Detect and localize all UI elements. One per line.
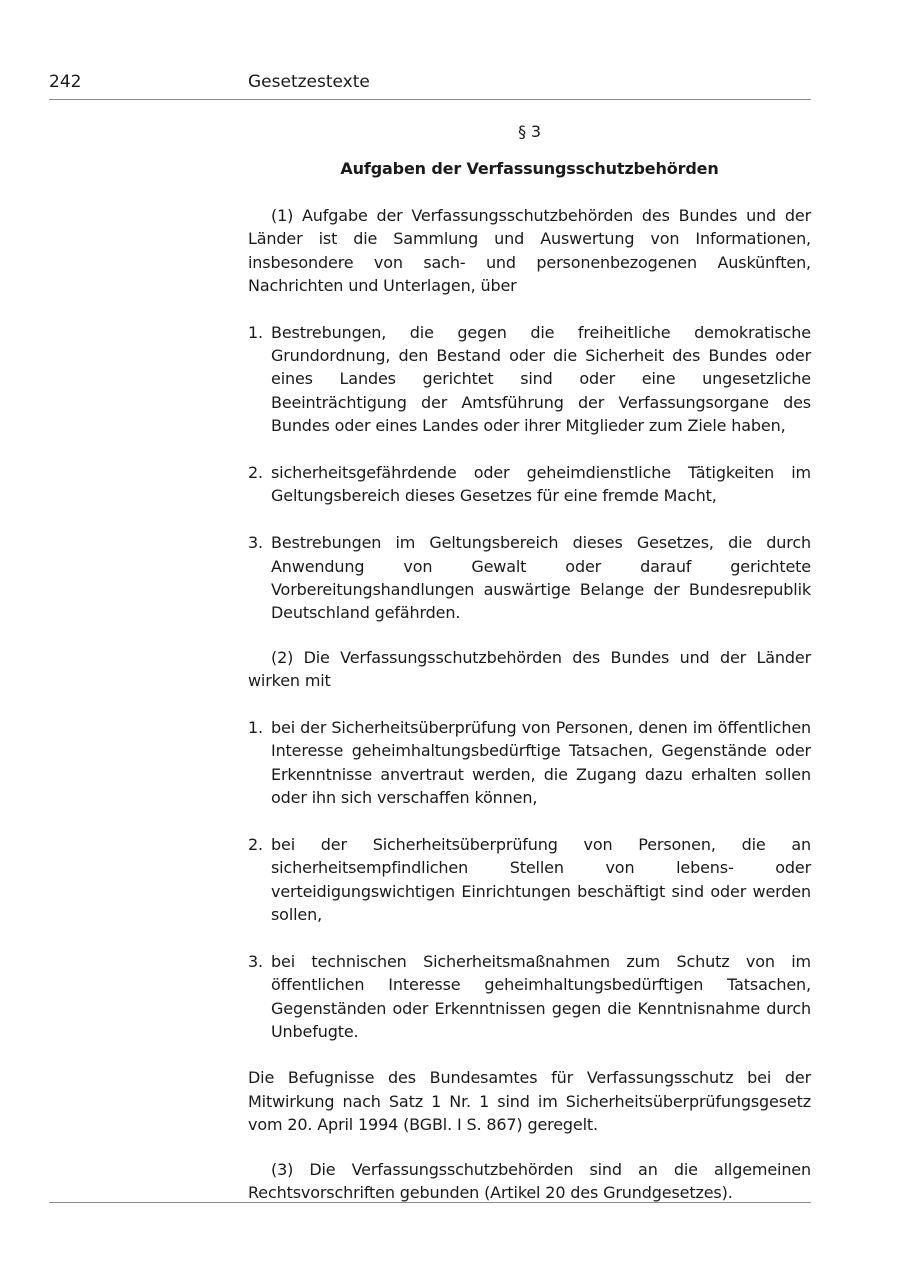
list-item-number: 2. — [248, 463, 263, 483]
list-item-text: bei der Sicherheitsüberprüfung von Personen, denen im öffentlichen Interesse geheimhaltungsbedürftige Tatsachen, Gegenstände oder Erkenntnisse anvertraut werden, die Zugang dazu erhalten sollen oder ihn sich verschaffen können, — [271, 717, 811, 807]
list-item — [248, 321, 811, 438]
list-item-number: 1. — [248, 717, 263, 737]
header-rule — [49, 99, 811, 100]
document-body — [248, 117, 811, 1204]
list-item-text: bei der Sicherheitsüberprüfung von Personen, die an sicherheitsempfindlichen Stellen von lebens- oder verteidigungswichtigen Einrichtungen beschäftigt sind oder werden sollen, — [271, 834, 811, 924]
list-item-number: 2. — [248, 834, 263, 854]
section-number: § 3 — [518, 122, 541, 141]
list-item-text: sicherheitsgefährdende oder geheimdienstliche Tätigkeiten im Geltungsbereich dieses Gesetzes für eine fremde Macht, — [271, 463, 811, 506]
running-head: Gesetzestexte — [248, 72, 370, 92]
list-item-text: Bestrebungen im Geltungsbereich dieses Gesetzes, die durch Anwendung von Gewalt oder darauf gerichtete Vorbereitungshandlungen auswärtige Belange der Bundesrepublik Deutschland gefährden. — [271, 533, 811, 623]
list-item-text: bei technischen Sicherheitsmaßnahmen zum Schutz von im öffentlichen Interesse geheimhaltungsbedürftigen Tatsachen, Gegenständen oder Erkenntnissen gegen die Kenntnisnahme durch Unbefugte. — [271, 951, 811, 1041]
list-item-number: 3. — [248, 951, 263, 971]
list-item — [248, 950, 811, 1044]
list-item-number: 3. — [248, 533, 263, 553]
paragraph-2-closing: Die Befugnisse des Bundesamtes für Verfassungsschutz bei der Mitwirkung nach Satz 1 Nr. 1 sind im Sicherheitsüberprüfungsgesetz vom 20. April 1994 (BGBl. I S. 867) geregelt. — [248, 1068, 811, 1135]
paragraph-1-list — [248, 321, 811, 625]
list-item — [248, 833, 811, 927]
paragraph-1: (1) Aufgabe der Verfassungsschutzbehörden des Bundes und der Länder ist die Sammlung und Auswertung von Informationen, insbesondere von sach- und personenbezogenen Auskünften, Nachrichten und Unterlagen, über — [248, 206, 811, 296]
paragraph-2-list — [248, 716, 811, 1044]
paragraph-2: (2) Die Verfassungsschutzbehörden des Bundes und der Länder wirken mit — [248, 647, 811, 691]
list-item — [248, 461, 811, 508]
paragraph-3: (3) Die Verfassungsschutzbehörden sind an die allgemeinen Rechtsvorschriften gebunden (Artikel 20 des Grundgesetzes). — [248, 1159, 811, 1202]
list-item — [248, 716, 811, 810]
list-item-text: Bestrebungen, die gegen die freiheitliche demokratische Grundordnung, den Bestand oder die Sicherheit des Bundes oder eines Landes gerichtet sind oder eine ungesetzliche Beeinträchtigung der Amtsführung der Verfassungsorgane des Bundes oder eines Landes oder ihrer Mitglieder zum Ziele haben, — [271, 322, 811, 436]
list-item — [248, 531, 811, 625]
page-number: 242 — [49, 72, 82, 92]
list-item-number: 1. — [248, 322, 263, 342]
footer-rule — [49, 1202, 811, 1203]
section-title: Aufgaben der Verfassungsschutzbehörden — [340, 159, 719, 178]
